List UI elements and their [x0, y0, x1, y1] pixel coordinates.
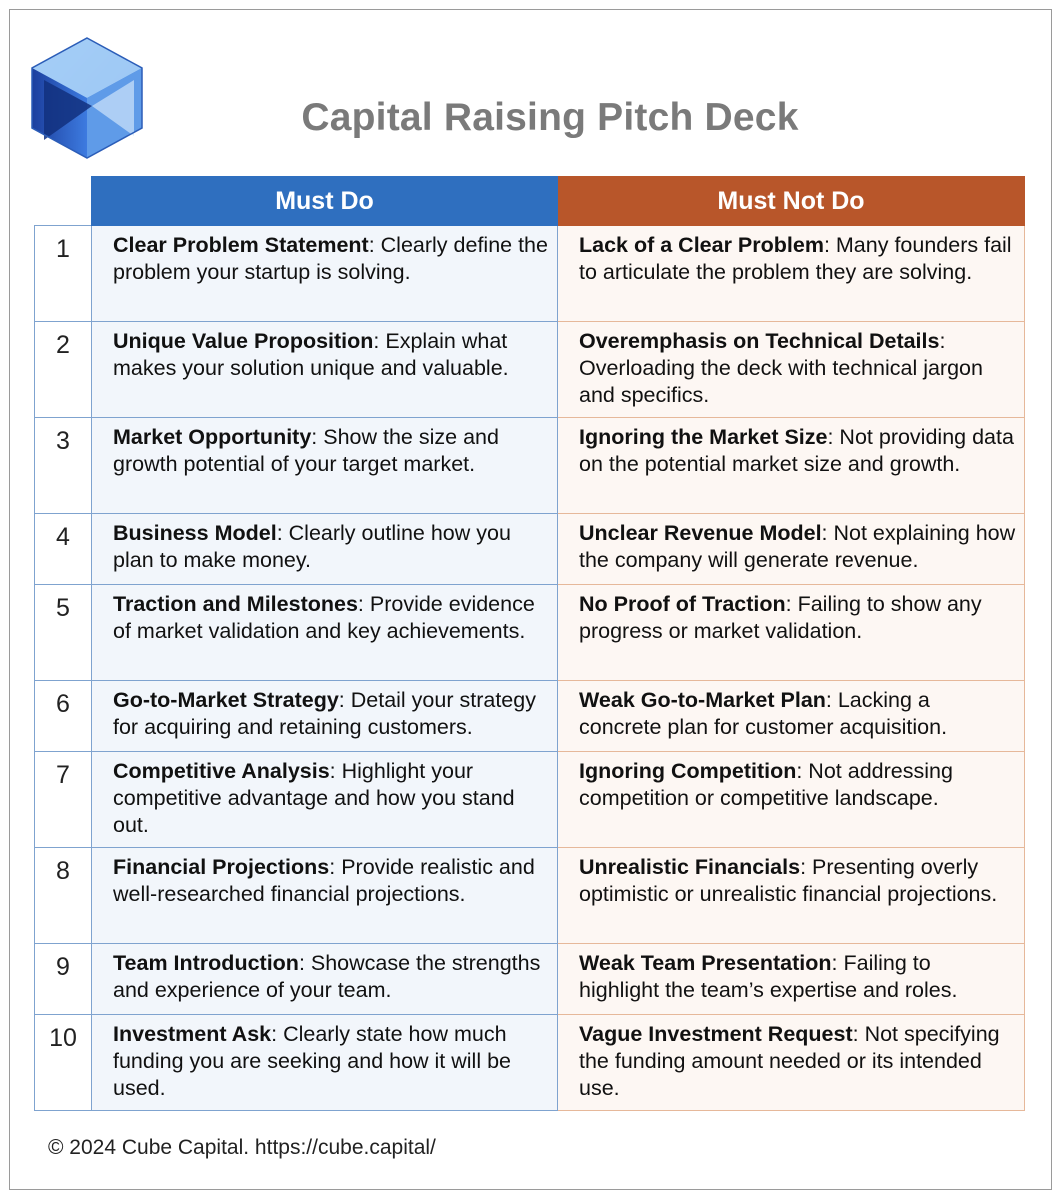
must-not-do-cell — [558, 944, 1025, 1015]
page-title: Capital Raising Pitch Deck — [301, 96, 799, 139]
must-do-title: Financial Projections — [113, 855, 330, 879]
must-do-cell — [92, 322, 558, 418]
row-number: 1 — [35, 226, 92, 322]
must-not-do-text: : Not addressing competition or competitive landscape. — [579, 759, 953, 810]
cube-logo-icon — [30, 36, 144, 160]
table-row — [35, 944, 1025, 1015]
must-not-do-cell — [558, 681, 1025, 752]
must-not-do-title: Unrealistic Financials — [579, 855, 801, 879]
must-not-do-title: Vague Investment Request — [579, 1022, 853, 1046]
must-not-do-cell — [558, 585, 1025, 681]
must-do-text: : Show the size and growth potential of your target market. — [113, 425, 499, 476]
must-not-do-text: : Not specifying the funding amount needed or its intended use. — [579, 1022, 1000, 1100]
table-row — [35, 322, 1025, 418]
must-do-text: : Provide evidence of market validation and key achievements. — [113, 592, 535, 643]
must-not-do-cell — [558, 848, 1025, 944]
must-not-do-cell — [558, 752, 1025, 848]
must-not-do-text: : Overloading the deck with technical jargon and specifics. — [579, 329, 983, 407]
must-do-cell — [92, 585, 558, 681]
must-do-title: Business Model — [113, 521, 277, 545]
header-must-do: Must Do — [92, 177, 558, 226]
row-number: 10 — [35, 1015, 92, 1111]
row-number: 2 — [35, 322, 92, 418]
must-do-title: Market Opportunity — [113, 425, 312, 449]
table-row — [35, 226, 1025, 322]
must-do-text: : Provide realistic and well-researched financial projections. — [113, 855, 535, 906]
table-row — [35, 418, 1025, 514]
table-row — [35, 848, 1025, 944]
must-do-cell — [92, 944, 558, 1015]
must-do-text: : Detail your strategy for acquiring and retaining customers. — [113, 688, 536, 739]
must-not-do-text: : Lacking a concrete plan for customer acquisition. — [579, 688, 948, 739]
must-do-title: Go-to-Market Strategy — [113, 688, 339, 712]
row-number: 9 — [35, 944, 92, 1015]
table-row — [35, 1015, 1025, 1111]
copyright-footer: © 2024 Cube Capital. https://cube.capital/ — [48, 1136, 436, 1159]
table-row — [35, 752, 1025, 848]
must-do-text: : Clearly outline how you plan to make money. — [113, 521, 511, 572]
must-not-do-cell — [558, 322, 1025, 418]
pitch-deck-table — [34, 176, 1025, 1111]
must-do-cell — [92, 848, 558, 944]
must-not-do-title: Unclear Revenue Model — [579, 521, 822, 545]
table-row — [35, 585, 1025, 681]
must-not-do-title: Weak Team Presentation — [579, 951, 832, 975]
row-number: 5 — [35, 585, 92, 681]
table-row — [35, 681, 1025, 752]
must-not-do-title: Ignoring the Market Size — [579, 425, 828, 449]
header-must-not-do: Must Not Do — [558, 177, 1025, 226]
must-do-title: Team Introduction — [113, 951, 299, 975]
must-not-do-text: : Many founders fail to articulate the problem they are solving. — [579, 233, 1012, 284]
must-not-do-cell — [558, 418, 1025, 514]
must-do-cell — [92, 681, 558, 752]
table-header-row — [35, 177, 1025, 226]
must-do-title: Investment Ask — [113, 1022, 272, 1046]
must-not-do-cell — [558, 1015, 1025, 1111]
must-not-do-title: Ignoring Competition — [579, 759, 797, 783]
must-not-do-text: : Presenting overly optimistic or unrealistic financial projections. — [579, 855, 998, 906]
must-do-title: Traction and Milestones — [113, 592, 358, 616]
must-do-cell — [92, 514, 558, 585]
must-do-title: Clear Problem Statement — [113, 233, 369, 257]
must-do-text: : Highlight your competitive advantage and how you stand out. — [113, 759, 515, 837]
must-do-cell — [92, 752, 558, 848]
must-do-text: : Clearly state how much funding you are seeking and how it will be used. — [113, 1022, 512, 1100]
must-do-cell — [92, 418, 558, 514]
header-empty-cell — [35, 177, 92, 226]
must-do-cell — [92, 1015, 558, 1111]
must-do-text: : Explain what makes your solution unique and valuable. — [113, 329, 509, 380]
must-not-do-text: : Not explaining how the company will generate revenue. — [579, 521, 1016, 572]
must-do-cell — [92, 226, 558, 322]
row-number: 6 — [35, 681, 92, 752]
row-number: 7 — [35, 752, 92, 848]
row-number: 3 — [35, 418, 92, 514]
must-do-text: : Showcase the strengths and experience of your team. — [113, 951, 541, 1002]
must-not-do-cell — [558, 226, 1025, 322]
must-do-text: : Clearly define the problem your startup is solving. — [113, 233, 548, 284]
must-not-do-text: : Failing to show any progress or market validation. — [579, 592, 982, 643]
must-not-do-text: : Not providing data on the potential market size and growth. — [579, 425, 1014, 476]
must-not-do-title: No Proof of Traction — [579, 592, 786, 616]
row-number: 4 — [35, 514, 92, 585]
must-not-do-cell — [558, 514, 1025, 585]
row-number: 8 — [35, 848, 92, 944]
must-not-do-text: : Failing to highlight the team’s expertise and roles. — [579, 951, 958, 1002]
must-do-title: Competitive Analysis — [113, 759, 330, 783]
must-not-do-title: Overemphasis on Technical Details — [579, 329, 940, 353]
must-do-title: Unique Value Proposition — [113, 329, 374, 353]
table-row — [35, 514, 1025, 585]
must-not-do-title: Lack of a Clear Problem — [579, 233, 824, 257]
must-not-do-title: Weak Go-to-Market Plan — [579, 688, 826, 712]
